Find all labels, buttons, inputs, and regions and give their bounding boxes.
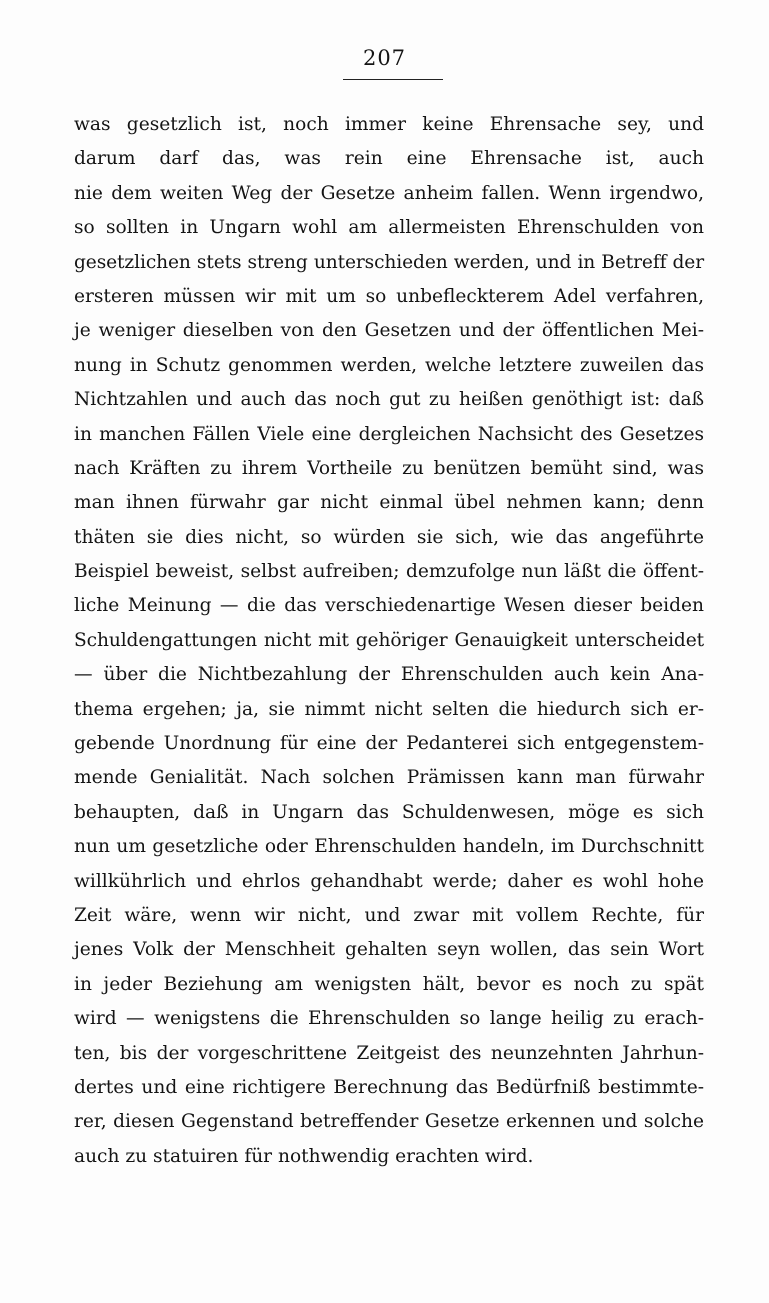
text-line: ten, bis der vorgeschrittene Zeitgeist des neunzehnten Jahrhun- xyxy=(74,1042,704,1064)
text-line: jenes Volk der Menschheit gehalten seyn wollen, das sein Wort xyxy=(74,939,704,961)
text-line: Beispiel beweist, selbst aufreiben; demzufolge nun läßt die öffent- xyxy=(74,561,704,583)
text-line: — über die Nichtbezahlung der Ehrenschulden auch kein Ana- xyxy=(74,664,704,686)
text-line: darum darf das, was rein eine Ehrensache ist, auch xyxy=(74,148,704,170)
page-number: 207 xyxy=(362,46,407,70)
text-line: nie dem weiten Weg der Gesetze anheim fallen. Wenn irgendwo, xyxy=(74,182,704,204)
text-line: Nichtzahlen und auch das noch gut zu heißen genöthigt ist: daß xyxy=(74,389,704,411)
text-line: thema ergehen; ja, sie nimmt nicht selten die hiedurch sich er- xyxy=(74,698,704,720)
text-line: auch zu statuiren für nothwendig erachten wird. xyxy=(74,1145,534,1167)
text-line: mende Genialität. Nach solchen Prämissen kann man fürwahr xyxy=(74,767,704,789)
text-line: man ihnen fürwahr gar nicht einmal übel nehmen kann; denn xyxy=(74,492,704,514)
header-rule xyxy=(343,79,443,80)
text-line: in manchen Fällen Viele eine dergleichen Nachsicht des Gesetzes xyxy=(74,423,704,445)
text-line: so sollten in Ungarn wohl am allermeisten Ehrenschulden von xyxy=(74,217,704,239)
text-line: nung in Schutz genommen werden, welche letztere zuweilen das xyxy=(74,354,704,376)
text-line: dertes und eine richtigere Berechnung das Bedürfniß bestimmte- xyxy=(74,1076,704,1098)
body-text xyxy=(74,108,704,1174)
text-line: was gesetzlich ist, noch immer keine Ehrensache sey, und xyxy=(74,114,704,135)
text-line: nun um gesetzliche oder Ehrenschulden handeln, im Durchschnitt xyxy=(74,836,704,858)
text-line: je weniger dieselben von den Gesetzen und der öffentlichen Mei- xyxy=(74,320,704,342)
text-line: behaupten, daß in Ungarn das Schuldenwesen, möge es sich xyxy=(74,801,704,823)
text-line: willkührlich und ehrlos gehandhabt werde; daher es wohl hohe xyxy=(74,870,704,892)
text-line: liche Meinung — die das verschiedenartige Wesen dieser beiden xyxy=(74,595,704,617)
text-line: rer, diesen Gegenstand betreffender Gesetze erkennen und solche xyxy=(74,1111,704,1133)
text-line: gesetzlichen stets streng unterschieden werden, und in Betreff der xyxy=(74,251,704,273)
text-line: gebende Unordnung für eine der Pedanterei sich entgegenstem- xyxy=(74,733,704,755)
text-line: ersteren müssen wir mit um so unbefleckterem Adel verfahren, xyxy=(74,285,704,307)
text-line: Zeit wäre, wenn wir nicht, und zwar mit vollem Rechte, für xyxy=(74,904,704,926)
text-line: Schuldengattungen nicht mit gehöriger Genauigkeit unterscheidet xyxy=(74,629,704,651)
text-line: nach Kräften zu ihrem Vortheile zu benützen bemüht sind, was xyxy=(74,457,704,479)
text-line: in jeder Beziehung am wenigsten hält, bevor es noch zu spät xyxy=(74,973,704,995)
text-line: wird — wenigstens die Ehrenschulden so lange heilig zu erach- xyxy=(74,1008,704,1030)
text-line: thäten sie dies nicht, so würden sie sich, wie das angeführte xyxy=(74,526,704,548)
